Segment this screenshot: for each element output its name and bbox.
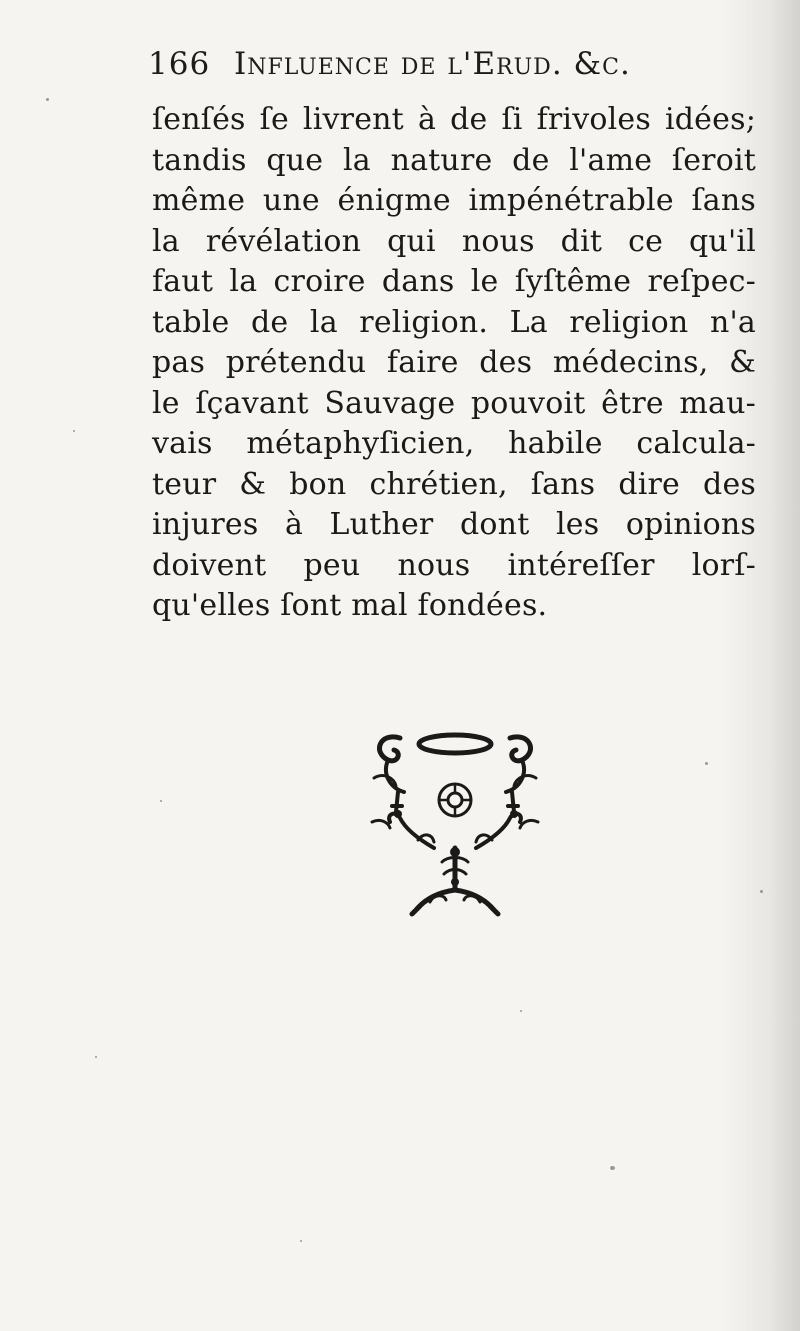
text-line: vais métaphyſicien, habile calcula- [152,426,756,461]
text-line: même une énigme impénétrable ſans [152,183,756,218]
paper-speck [95,1056,97,1058]
text-line: tandis que la nature de l'ame ſeroit [152,142,756,178]
paper-speck [705,762,708,765]
running-header [148,46,758,100]
paper-speck [520,1010,522,1012]
paper-speck [160,800,162,802]
paper-speck [73,430,75,432]
page-number: 166 [148,46,211,82]
text-line: doivent peu nous intéreſſer lorſ- [152,547,756,583]
paper-speck [300,1240,302,1242]
paper-speck [610,1166,615,1170]
body-text [152,100,756,627]
text-line: table de la religion. La religion n'a [152,304,756,340]
text-line: pas prétendu faire des médecins, & [152,345,756,380]
running-title: Influence de l'Erud. &c. [234,46,631,82]
text-line: le ſçavant Sauvage pouvoit être mau- [152,385,756,421]
text-line: ſenſés ſe livrent à de ſi frivoles idées; [152,102,756,137]
paper-speck [760,890,763,893]
text-line: la révélation qui nous dit ce qu'il [152,223,756,259]
text-line: teur & bon chrétien, ſans dire des [152,466,756,502]
text-line: injures à Luther dont les opinions [152,507,756,542]
text-line: qu'elles ſont mal fondées. [152,588,548,623]
urn-ornament-icon [360,722,550,922]
text-line: faut la croire dans le ſyſtême reſpec- [152,264,756,299]
paper-speck [46,98,49,101]
